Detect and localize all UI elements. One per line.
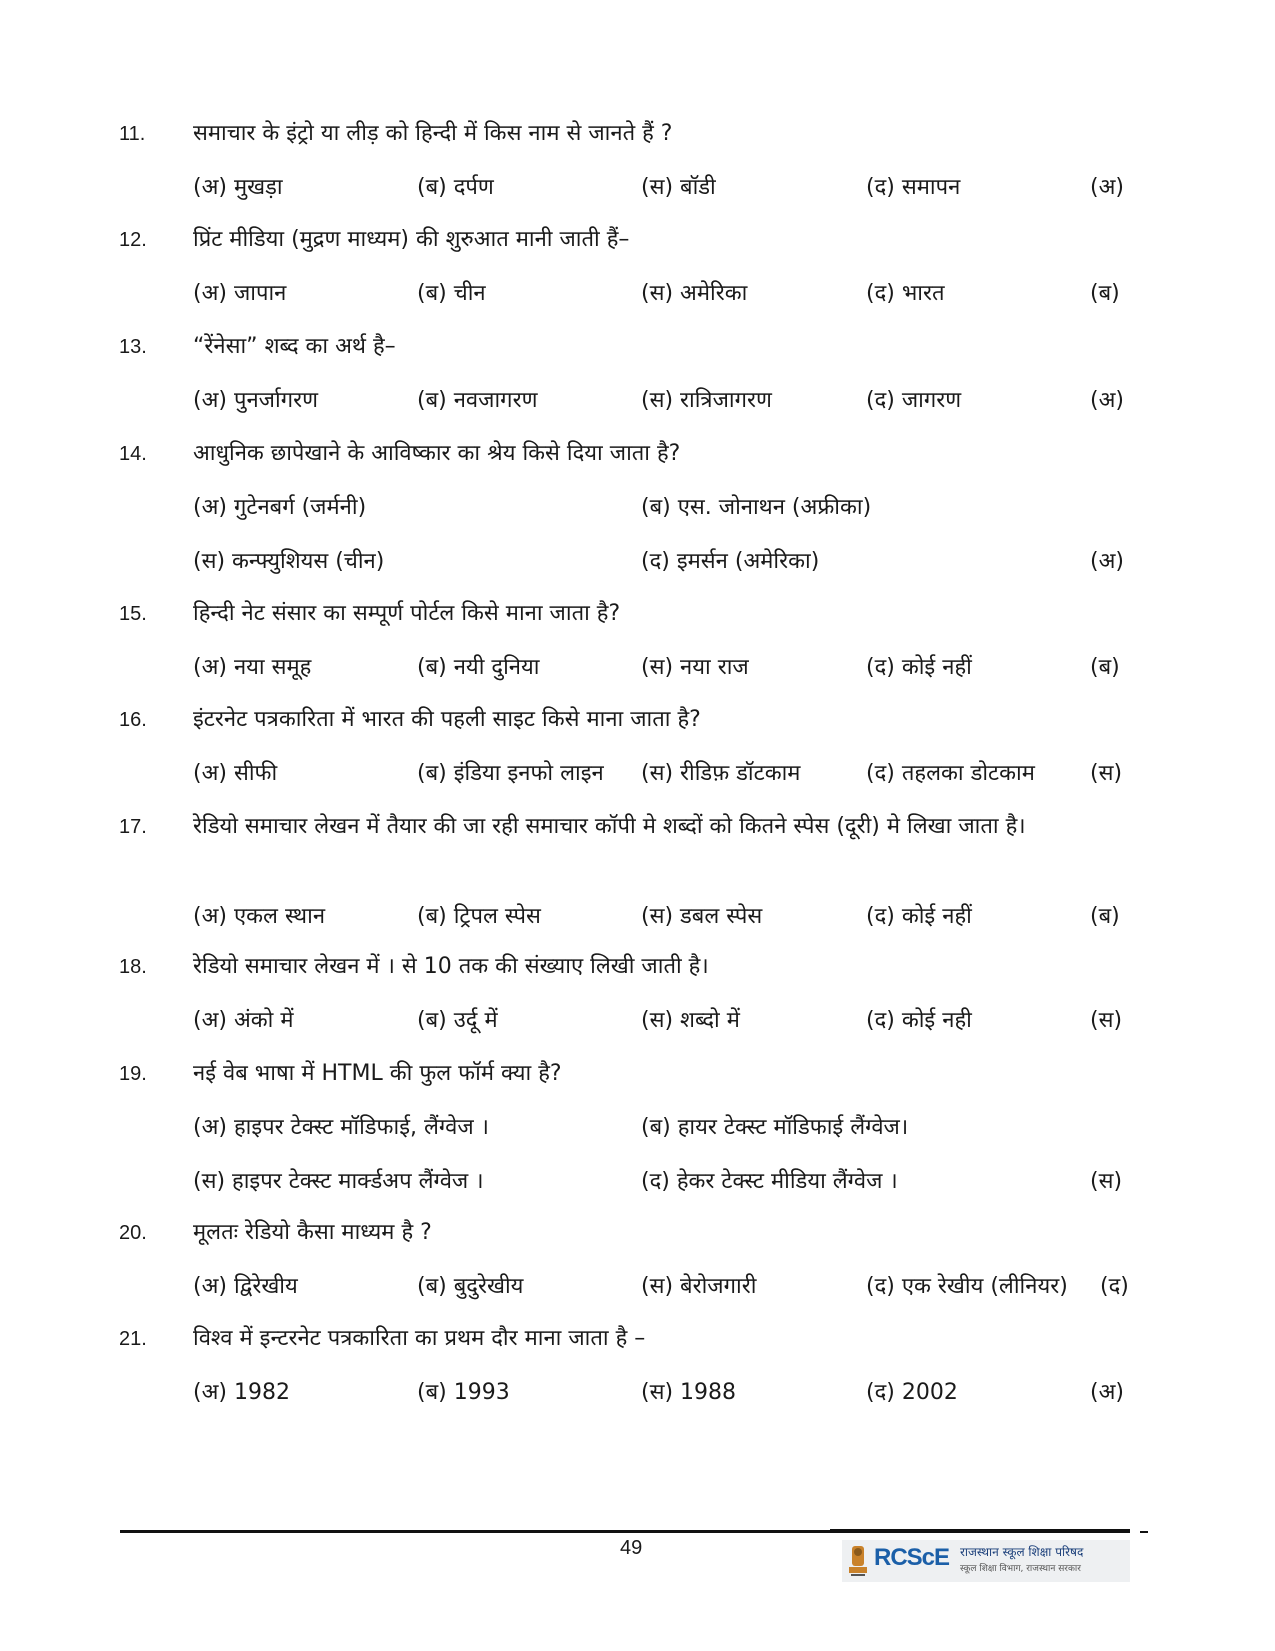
- answer: (द): [1100, 1274, 1129, 1299]
- option-b: (ब) एस. जोनाथन (अफ्रीका): [641, 495, 872, 520]
- option-a: (अ) गुटेनबर्ग (जर्मनी): [193, 495, 367, 520]
- option-d: (द) एक रेखीय (लीनियर): [866, 1274, 1068, 1299]
- option-a: (अ) नया समूह: [193, 655, 312, 680]
- question-text: रेडियो समाचार लेखन में । से 10 तक की संख्याए लिखी जाती है।: [193, 954, 709, 979]
- options-row: [0, 1004, 1275, 1038]
- option-c: (स) 1988: [641, 1380, 737, 1405]
- options-row: [0, 545, 1275, 579]
- answer: (स): [1090, 1008, 1123, 1033]
- logo-text: RCScE: [874, 1544, 950, 1571]
- option-c: (स) हाइपर टेक्स्ट मार्क्डअप लैंग्वेज ।: [193, 1169, 484, 1194]
- answer: (ब): [1090, 904, 1120, 929]
- question-text: मूलतः रेडियो कैसा माध्यम है ?: [193, 1220, 432, 1245]
- question-text: हिन्दी नेट संसार का सम्पूर्ण पोर्टल किसे माना जाता है?: [193, 601, 621, 626]
- question-text: इंटरनेट पत्रकारिता में भारत की पहली साइट किसे माना जाता है?: [193, 707, 701, 732]
- option-b: (ब) दर्पण: [417, 175, 494, 200]
- option-b: (ब) हायर टेक्स्ट मॉडिफाई लैंग्वेज।: [641, 1115, 909, 1140]
- option-b: (ब) ट्रिपल स्पेस: [417, 904, 541, 929]
- option-d: (द) जागरण: [866, 388, 962, 413]
- options-row: [0, 1111, 1275, 1145]
- question-text: आधुनिक छापेखाने के आविष्कार का श्रेय किसे दिया जाता है?: [193, 441, 681, 466]
- page-number: 49: [620, 1537, 643, 1559]
- answer: (स): [1090, 1169, 1123, 1194]
- question-number: 15.: [119, 603, 147, 625]
- option-b: (ब) 1993: [417, 1380, 510, 1405]
- option-d: (द) इमर्सन (अमेरिका): [641, 549, 820, 574]
- option-b: (ब) उर्दू में: [417, 1008, 498, 1033]
- option-b: (ब) चीन: [417, 281, 486, 306]
- option-d: (द) तहलका डोटकाम: [866, 761, 1035, 786]
- options-row: [0, 1270, 1275, 1304]
- footer-divider-thick: [830, 1529, 1130, 1533]
- answer: (स): [1090, 761, 1123, 786]
- option-c: (स) अमेरिका: [641, 281, 748, 306]
- option-b: (ब) नयी दुनिया: [417, 655, 540, 680]
- options-row: [0, 491, 1275, 525]
- options-row: [0, 651, 1275, 685]
- question-number: 20.: [119, 1222, 147, 1244]
- option-d: (द) हेकर टेक्स्ट मीडिया लैंग्वेज ।: [641, 1169, 898, 1194]
- answer: (ब): [1090, 655, 1120, 680]
- option-d: (द) समापन: [866, 175, 961, 200]
- option-c: (स) शब्दो में: [641, 1008, 740, 1033]
- question-number: 19.: [119, 1063, 147, 1085]
- question-number: 13.: [119, 336, 147, 358]
- option-a: (अ) अंको में: [193, 1008, 294, 1033]
- options-row: [0, 757, 1275, 791]
- rcsce-logo: [842, 1540, 1130, 1582]
- option-b: (ब) नवजागरण: [417, 388, 538, 413]
- question-text: प्रिंट मीडिया (मुद्रण माध्यम) की शुरुआत मानी जाती हैं–: [193, 227, 630, 252]
- option-d: (द) कोई नहीं: [866, 655, 972, 680]
- question-number: 21.: [119, 1328, 147, 1350]
- option-c: (स) रीडिफ़ डॉटकाम: [641, 761, 801, 786]
- question-number: 14.: [119, 443, 147, 465]
- question-text: रेडियो समाचार लेखन में तैयार की जा रही समाचार कॉपी मे शब्दों को कितने स्पेस (दूरी) मे लिखा जाता है।: [193, 814, 1026, 839]
- option-a: (अ) एकल स्थान: [193, 904, 326, 929]
- logo-subtitle: स्कूल शिक्षा विभाग, राजस्थान सरकार: [960, 1564, 1081, 1574]
- options-row: [0, 277, 1275, 311]
- option-a: (अ) द्विरेखीय: [193, 1274, 298, 1299]
- option-c: (स) रात्रिजागरण: [641, 388, 772, 413]
- option-a: (अ) मुखड़ा: [193, 175, 283, 200]
- answer: (अ): [1090, 388, 1124, 413]
- answer: (अ): [1090, 1380, 1124, 1405]
- question-text: समाचार के इंट्रो या लीड़ को हिन्दी में किस नाम से जानते हैं ?: [193, 121, 673, 146]
- option-c: (स) नया राज: [641, 655, 749, 680]
- question-number: 18.: [119, 956, 147, 978]
- option-c: (स) कन्फ्युशियस (चीन): [193, 549, 385, 574]
- option-b: (ब) बुदुरेखीय: [417, 1274, 524, 1299]
- footer-divider: [120, 1530, 830, 1533]
- option-d: (द) कोई नही: [866, 1008, 972, 1033]
- option-a: (अ) सीफी: [193, 761, 278, 786]
- option-d: (द) भारत: [866, 281, 945, 306]
- state-emblem-icon: [846, 1542, 870, 1578]
- answer: (अ): [1090, 175, 1124, 200]
- option-d: (द) कोई नहीं: [866, 904, 972, 929]
- option-a: (अ) हाइपर टेक्स्ट मॉडिफाई, लैंग्वेज ।: [193, 1115, 489, 1140]
- question-text: विश्व में इन्टरनेट पत्रकारिता का प्रथम दौर माना जाता है –: [193, 1326, 646, 1351]
- option-d: (द) 2002: [866, 1380, 958, 1405]
- option-c: (स) बेरोजगारी: [641, 1274, 757, 1299]
- options-row: [0, 1376, 1275, 1410]
- option-c: (स) बॉडी: [641, 175, 716, 200]
- option-a: (अ) जापान: [193, 281, 287, 306]
- question-number: 16.: [119, 709, 147, 731]
- question-number: 12.: [119, 229, 147, 251]
- option-b: (ब) इंडिया इनफो लाइन: [417, 761, 604, 786]
- options-row: [0, 900, 1275, 934]
- answer: (ब): [1090, 281, 1120, 306]
- footer-dash: [1140, 1531, 1148, 1533]
- option-c: (स) डबल स्पेस: [641, 904, 763, 929]
- question-text: “रेंनेसा” शब्द का अर्थ है–: [193, 334, 396, 359]
- options-row: [0, 384, 1275, 418]
- logo-title: राजस्थान स्कूल शिक्षा परिषद: [960, 1545, 1084, 1559]
- question-number: 17.: [119, 816, 147, 838]
- option-a: (अ) पुनर्जागरण: [193, 388, 318, 413]
- question-text: नई वेब भाषा में HTML की फुल फॉर्म क्या है?: [193, 1061, 562, 1086]
- options-row: [0, 171, 1275, 205]
- answer: (अ): [1090, 549, 1124, 574]
- options-row: [0, 1165, 1275, 1199]
- option-a: (अ) 1982: [193, 1380, 290, 1405]
- question-number: 11.: [119, 123, 146, 145]
